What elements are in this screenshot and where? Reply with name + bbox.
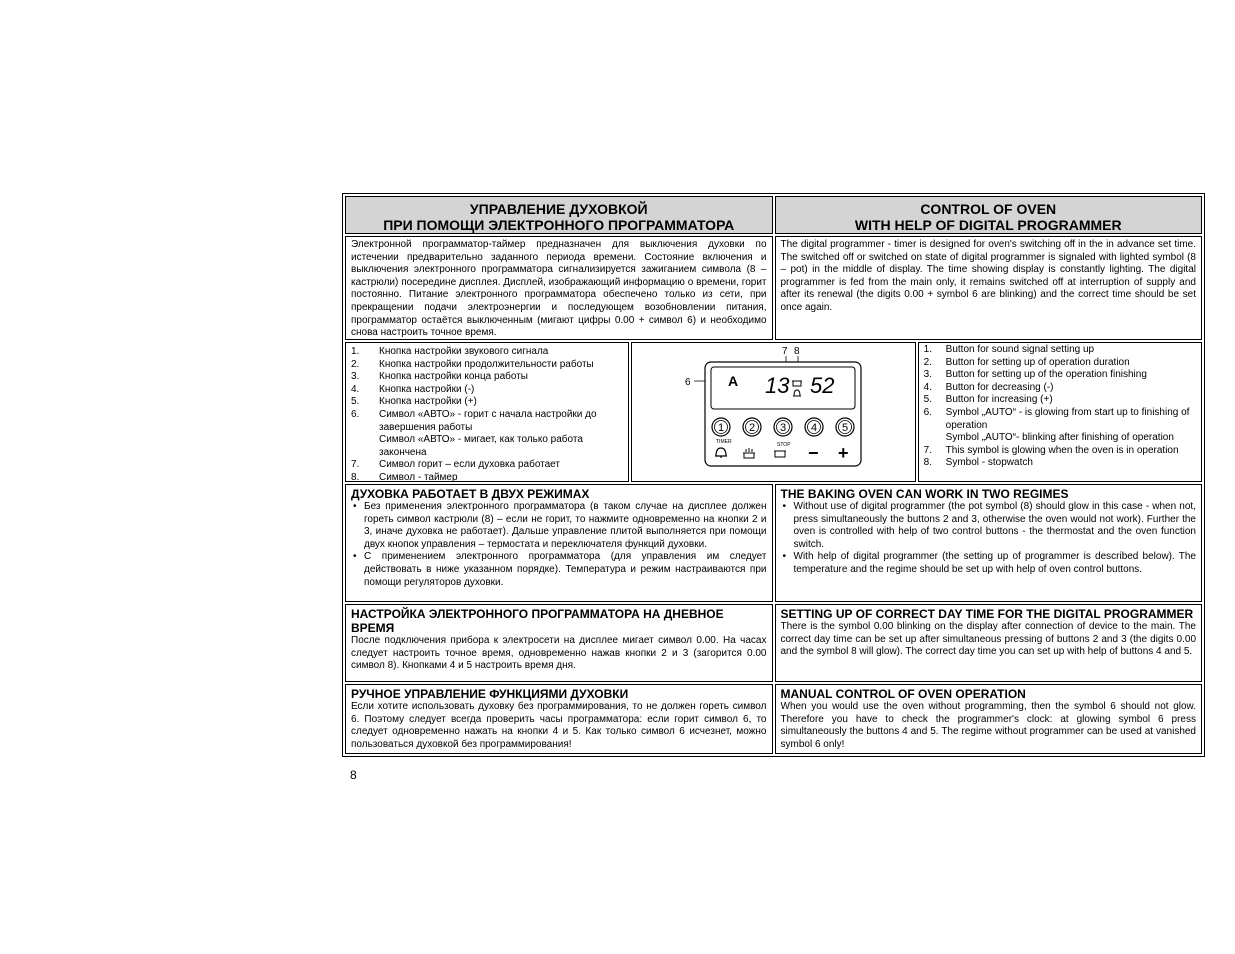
panel-button-5[interactable] — [836, 418, 854, 436]
list-item: • With help of digital programmer (the setting up of programmer is described below). The temperature and the regime should be set up with help of oven control buttons. — [794, 551, 1197, 576]
legend-item-text: Кнопка настройки (+) — [379, 396, 477, 408]
legend-row — [345, 342, 1202, 482]
legend-item — [924, 369, 1196, 382]
legend-item-text: Symbol - stopwatch — [945, 457, 1033, 469]
legend-item-text: Button for decreasing (-) — [945, 381, 1054, 393]
panel-button-label: 3 — [780, 422, 787, 434]
legend-ru — [345, 342, 629, 482]
display-hours: 13 — [765, 373, 790, 398]
display-minutes: 52 — [810, 373, 835, 398]
legend-item — [351, 371, 623, 384]
legend-item-text: Символ «АВТО» - горит с начала настройки до завершения работы — [379, 408, 597, 433]
header-row — [345, 196, 1202, 234]
legend-item — [924, 394, 1196, 407]
legend-item-text: Символ горит – если духовка работает — [379, 459, 560, 471]
manual-row — [345, 684, 1202, 754]
day-time-row — [345, 604, 1202, 682]
manual-ru-text: Если хотите использовать духовку без программирования, то не должен гореть символ 6. Поэтому следует всегда проверить часы программатора: если горит символ 6, то следует одновременно нажать на кнопки 4 и 5. Как только символ 6 исчезнет, можно пользоваться духовкой без программирования! — [351, 701, 767, 750]
legend-item — [351, 359, 623, 372]
legend-item-number: 5. — [923, 394, 932, 406]
legend-item-text: Symbol „AUTO“- blinking after finishing of operation — [945, 432, 1174, 444]
intro-en: The digital programmer - timer is designed for oven's switching off in the in advance set time. The switched off or switched on state of digital programmer is signaled with lighted symbol (8 – pot) in the middle of display. The time showing display is constantly lighting. The digital programmer is fed from the main only, it remains switched off at interruption of supply and after its renewal (the digits 0.00 + symbol 6 are blinking) and the correct time should be set once again. — [775, 236, 1203, 340]
legend-item-number: 1. — [923, 344, 932, 355]
auto-symbol: A — [728, 373, 739, 389]
timer-label: TIMER — [716, 439, 732, 445]
legend-item-text: Кнопка настройки конца работы — [379, 371, 528, 383]
legend-item-number: 3. — [923, 369, 932, 381]
header-ru-line2: ПРИ ПОМОЩИ ЭЛЕКТРОННОГО ПРОГРАММАТОРА — [383, 217, 735, 233]
minus-symbol: − — [808, 443, 819, 463]
legend-item-number: 8. — [351, 471, 360, 482]
legend-item-text: Button for setting up of the operation finishing — [945, 369, 1147, 381]
day-time-ru — [345, 604, 773, 682]
manual-en — [775, 684, 1203, 754]
legend-item-number: 8. — [923, 457, 932, 469]
two-regimes-ru-list — [351, 501, 767, 589]
page-number: 8 — [350, 768, 357, 782]
plus-symbol: + — [838, 443, 849, 463]
legend-item-text: Кнопка настройки звукового сигнала — [379, 346, 549, 357]
day-time-ru-text: После подключения прибора к электросети на дисплее мигает символ 0.00. На часах следует настроить точное время, одновременно нажав кнопки 2 и 3 (загорится 0.00 символ 8). Кнопками 4 и 5 настроить время дня. — [351, 635, 767, 672]
legend-item — [924, 344, 1196, 357]
legend-item — [351, 384, 623, 397]
day-time-en-text: There is the symbol 0.00 blinking on the display after connection of device to the main. The correct day time can be set up after simultaneous pressing of buttons 2 and 3 (the digits 0.00 and the symbol 8 will glow). The correct day time you can set up with help of buttons 4 and 5. — [780, 621, 1196, 658]
legend-item-number: 1. — [351, 346, 360, 357]
legend-item-number — [351, 434, 379, 459]
legend-item — [924, 407, 1196, 432]
panel-button-label: 2 — [749, 422, 756, 434]
legend-item-text: Symbol „AUTO“ - is glowing from start up to finishing of operation — [945, 406, 1190, 431]
panel-button-label: 4 — [811, 422, 818, 434]
list-item: • Without use of digital programmer (the pot symbol (8) should glow in this case - when not, press simultaneously the buttons 2 and 3, otherwise the oven would not work). Further the oven is controlled with help of two control buttons - the thermostat and the oven function switch. — [794, 501, 1197, 551]
legend-item-number: 2. — [923, 356, 932, 368]
manual-en-title: MANUAL CONTROL OF OVEN OPERATION — [780, 687, 1026, 701]
legend-item — [924, 457, 1196, 470]
day-time-en — [775, 604, 1203, 682]
legend-item-number: 6. — [351, 408, 360, 420]
stop-label: STOP — [777, 442, 791, 448]
manual-ru-title: РУЧНОЕ УПРАВЛЕНИЕ ФУНКЦИЯМИ ДУХОВКИ — [351, 687, 629, 701]
legend-item — [924, 357, 1196, 370]
list-item: • Без применения электронного программатора (в таком случае на дисплее должен гореть символ кастрюли (8) – если не горит, то нажмите одновременно на кнопки 2 и 3, иначе духовка не работает). Дальше управление плитой выполняется при помощи двух кнопок управления – термостата и переключателя функций духовки. — [364, 501, 767, 551]
header-en — [775, 196, 1203, 234]
legend-item — [924, 382, 1196, 395]
two-regimes-en-list — [781, 501, 1197, 577]
legend-item-number: 4. — [351, 383, 360, 395]
list-item: • С применением электронного программатора (для управления им следует действовать в ниже указанном порядке). Температура и режим настраиваются при помощи регуляторов духовки. — [364, 551, 767, 589]
legend-en-list — [924, 344, 1196, 470]
callout-6: 6 — [685, 377, 691, 388]
legend-item — [351, 346, 623, 359]
callout-8: 8 — [794, 346, 800, 357]
panel-button-4[interactable] — [805, 418, 823, 436]
panel-button-label: 5 — [842, 422, 849, 434]
callout-7: 7 — [782, 346, 788, 357]
two-regimes-en — [775, 484, 1203, 602]
header-en-line2: WITH HELP OF DIGITAL PROGRAMMER — [854, 217, 1122, 233]
legend-item-text: Button for setting up of operation duration — [945, 356, 1130, 368]
control-panel-figure — [631, 342, 915, 482]
legend-item-number: 3. — [351, 371, 360, 383]
legend-item — [351, 434, 623, 459]
two-regimes-row — [345, 484, 1202, 602]
legend-item-number: 7. — [351, 459, 360, 471]
legend-item-number: 4. — [923, 381, 932, 393]
header-en-line1: CONTROL OF OVEN — [920, 201, 1057, 217]
legend-item-number: 6. — [923, 406, 932, 418]
intro-ru: Электронной программатор-таймер предназначен для выключения духовки по истечении предварительно заданного периода времени. Состояние включения и выключения электронного программатора сигнализируется зажиганием символа (8 – кастрюли) посередине дисплея. Дисплей, изображающий информацию о времени, горит постоянно. Питание электронного программатора обеспечено только из сети, при прекращении подачи электроэнергии и последующем возобновлении питания, программатор остаётся выключенным (мигают цифры 0.00 + символ 6) и необходимо снова настроить точное время. — [345, 236, 773, 340]
legend-item-text: Символ - таймер — [379, 471, 458, 482]
legend-item — [924, 432, 1196, 445]
panel-button-2[interactable] — [743, 418, 761, 436]
two-regimes-ru — [345, 484, 773, 602]
day-time-en-title: SETTING UP OF CORRECT DAY TIME FOR THE DIGITAL PROGRAMMER — [780, 607, 1194, 621]
legend-item-number: 2. — [351, 358, 360, 370]
two-regimes-ru-title: ДУХОВКА РАБОТАЕТ В ДВУХ РЕЖИМАХ — [351, 487, 590, 501]
header-ru — [345, 196, 773, 234]
legend-item — [924, 445, 1196, 458]
legend-item-number: 7. — [923, 444, 932, 456]
legend-item-text: Button for increasing (+) — [945, 394, 1053, 406]
intro-row — [345, 236, 1202, 340]
manual-page — [342, 193, 1205, 757]
legend-item-number: 5. — [351, 396, 360, 408]
legend-item-text: This symbol is glowing when the oven is in operation — [945, 444, 1179, 456]
legend-item — [351, 459, 623, 472]
legend-en — [918, 342, 1202, 482]
control-panel-svg — [632, 343, 915, 481]
two-regimes-en-title: THE BAKING OVEN CAN WORK IN TWO REGIMES — [780, 487, 1069, 501]
panel-button-3[interactable] — [774, 418, 792, 436]
manual-ru — [345, 684, 773, 754]
legend-item-text: Button for sound signal setting up — [945, 344, 1095, 355]
legend-item-text: Кнопка настройки продолжительности работы — [379, 358, 594, 370]
day-time-ru-title: НАСТРОЙКА ЭЛЕКТРОННОГО ПРОГРАММАТОРА НА ДНЕВНОЕ ВРЕМЯ — [351, 607, 724, 635]
legend-item — [351, 409, 623, 434]
legend-item — [351, 396, 623, 409]
legend-ru-list — [351, 346, 623, 482]
header-ru-line1: УПРАВЛЕНИЕ ДУХОВКОЙ — [469, 201, 648, 217]
manual-en-text: When you would use the oven without programming, then the symbol 6 should not glow. Therefore you have to check the programmer's clock: at glowing symbol 6 press simultaneously the buttons 4 and 5. The regime without programmer can be used at vanished symbol 6 only! — [780, 701, 1196, 750]
legend-item-text: Кнопка настройки (-) — [379, 383, 475, 395]
panel-button-1[interactable] — [712, 418, 730, 436]
panel-button-label: 1 — [718, 422, 725, 434]
legend-item-number — [924, 432, 946, 445]
legend-item-text: Символ «АВТО» - мигает, как только работа закончена — [379, 434, 583, 458]
legend-item — [351, 472, 623, 482]
